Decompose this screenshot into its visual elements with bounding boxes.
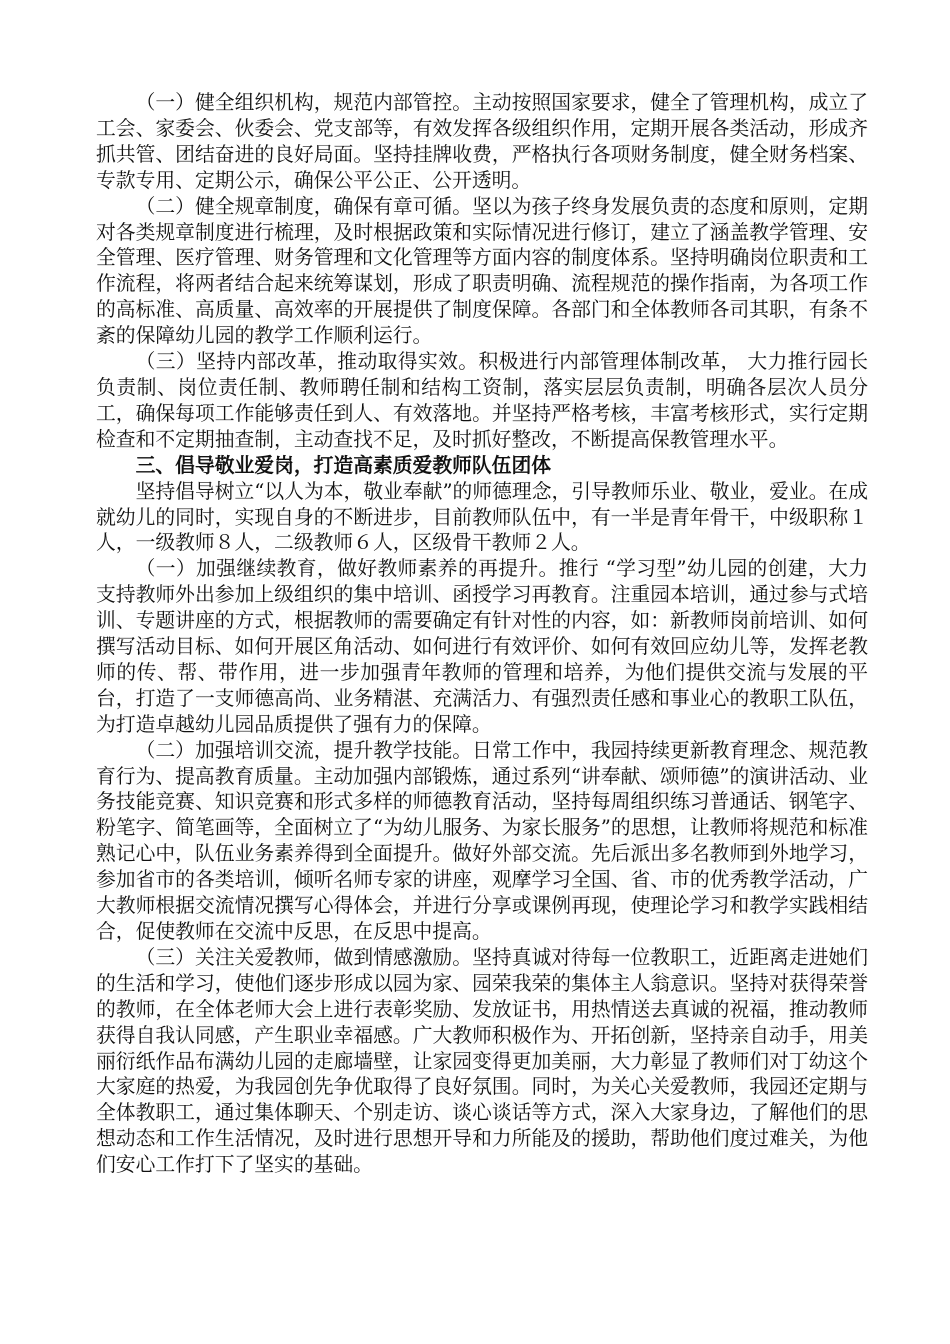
paragraph-regulations xyxy=(96,194,868,349)
paragraph-body: 坚持真诚对待每一位教职工，近距离走进她们的生活和学习，使他们逐步形成以园为家、园荣我荣的集体主人翁意识。坚持对获得荣誉的教师，在全体老师大会上进行表彰奖励、发放证书，用热情送去真诚的祝福，推动教师获得自我认同感，产生职业幸福感。广大教师积极作为、开拓创新，坚持亲自动手，用美丽衍纸作品布满幼儿园的走廊墙壁，让家园变得更加美丽，大力彰显了教师们对丁幼这个大家庭的热爱，为我园创先争优取得了良好氛围。同时，为关心关爱教师，我园还定期与全体教职工，通过集体聊天、个别走访、谈心谈话等方式，深入大家身边，了解他们的思想动态和工作生活情况，及时进行思想开导和力所能及的援助，帮助他们度过难关，为他们安心工作打下了坚实的基础。 xyxy=(96,945,868,1177)
paragraph-lead: （三）关注关爱教师，做到情感激励。 xyxy=(135,945,473,969)
paragraph-lead: （二）加强培训交流，提升教学技能。 xyxy=(135,738,473,762)
section-heading: 三、倡导敬业爱岗，打造高素质爱教师队伍团体 xyxy=(135,453,552,477)
paragraph-reform xyxy=(96,349,868,453)
paragraph-teacher-care xyxy=(96,945,868,1178)
paragraph-intro: 坚持倡导树立“以人为本，敬业奉献”的师德理念，引导教师乐业、敬业，爱业。在成就幼儿的同时，实现自身的不断进步，目前教师队伍中，有一半是青年骨干，中级职称１人，一级教师８人，二级教师６人，区级骨干教师２人。 xyxy=(96,479,868,555)
paragraph-training-exchange xyxy=(96,738,868,945)
paragraph-organization xyxy=(96,90,868,194)
paragraph-continuing-education xyxy=(96,556,868,737)
paragraph-body: 坚以为孩子终身发展负责的态度和原则，定期对各类规章制度进行梳理，及时根据政策和实际情况进行修订，建立了涵盖教学管理、安全管理、医疗管理、财务管理和文化管理等方面内容的制度体系。坚持明确岗位职责和工作流程，将两者结合起来统筹谋划，形成了职责明确、流程规范的操作指南，为各项工作的高标准、高质量、高效率的开展提供了制度保障。各部门和全体教师各司其职，有条不紊的保障幼儿园的教学工作顺利运行。 xyxy=(96,194,868,348)
paragraph-lead: （一）健全组织机构，规范内部管控。 xyxy=(135,91,473,114)
paragraph-lead: （二）健全规章制度，确保有章可循。 xyxy=(135,194,473,218)
paragraph-body: 主动按照国家要求，健全了管理机构，成立了工会、家委会、伙委会、党支部等，有效发挥各级组织作用，定期开展各类活动，形成齐抓共管、团结奋进的良好局面。坚持挂牌收费，严格执行各项财务制度，健全财务档案、专款专用、定期公示，确保公平公正、公开透明。 xyxy=(96,91,868,192)
document-page xyxy=(96,90,868,1178)
paragraph-lead: （三）坚持内部改革，推动取得实效。 xyxy=(135,350,479,374)
paragraph-body: 推行 “学习型”幼儿园的创建，大力支持教师外出参加上级组织的集中培训、函授学习再教育。注重园本培训，通过参与式培训、专题讲座的方式，根据教师的需要确定有针对性的内容，如：新教师岗前培训、如何撰写活动目标、如何开展区角活动、如何进行有效评价、如何有效回应幼儿等，发挥老教师的传、帮、带作用，进一步加强青年教师的管理和培养，为他们提供交流与发展的平台，打造了一支师德高尚、业务精湛、充满活力、有强烈责任感和事业心的教职工队伍，为打造卓越幼儿园品质提供了强有力的保障。 xyxy=(96,557,868,736)
paragraph-lead: （一）加强继续教育，做好教师素养的再提升。 xyxy=(135,557,559,581)
paragraph-body: 积极进行内部管理体制改革， 大力推行园长负责制、岗位责任制、教师聘任制和结构工资制，落实层层负责制，明确各层次人员分工，确保每项工作能够责任到人、有效落地。并坚持严格考核，丰富考核形式，实行定期检查和不定期抽查制，主动查找不足，及时抓好整改，不断提高保教管理水平。 xyxy=(96,350,868,451)
paragraph-body: 日常工作中，我园持续更新教育理念、规范教育行为、提高教育质量。主动加强内部锻炼，通过系列“讲奉献、颂师德”的演讲活动、业务技能竞赛、知识竞赛和形式多样的师德教育活动，坚持每周组织练习普通话、钢笔字、粉笔字、简笔画等，全面树立了“为幼儿服务、为家长服务”的思想，让教师将规范和标准熟记心中，队伍业务素养得到全面提升。做好外部交流。先后派出多名教师到外地学习，参加省市的各类培训，倾听名师专家的讲座，观摩学习全国、省、市的优秀教学活动，广大教师根据交流情况撰写心得体会，并进行分享或课例再现，使理论学习和教学实践相结合，促使教师在交流中反思，在反思中提高。 xyxy=(96,738,868,943)
